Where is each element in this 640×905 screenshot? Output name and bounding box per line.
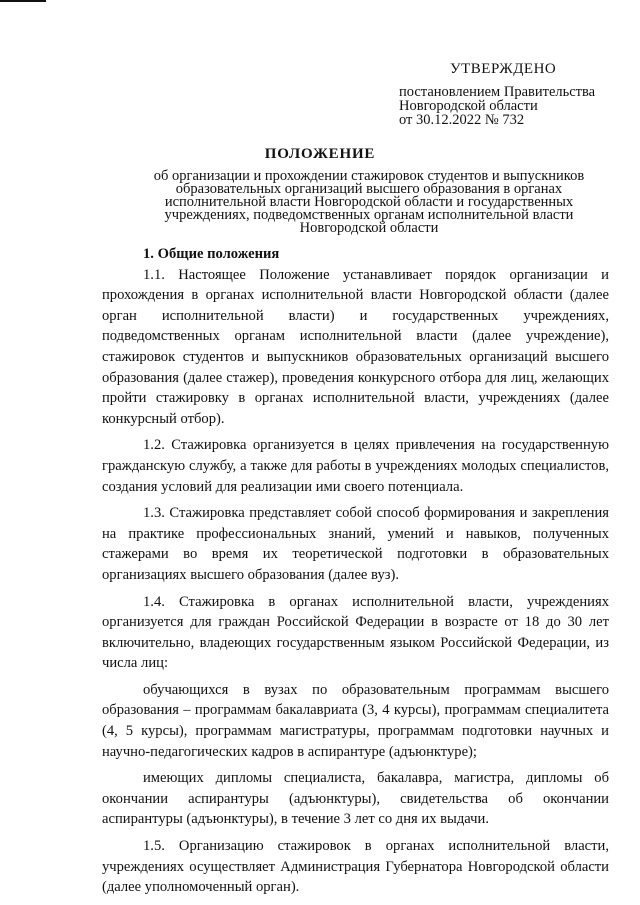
paragraph-1-3: 1.3. Стажировка представляет собой способ формирования и закрепления на практике профессиональных знаний, умений и навыков, полученных стажерами во время их теоретической подготовки в образовательных организациях высшего образования (далее вуз).	[102, 505, 609, 583]
subtitle-line: Новгородской области	[299, 220, 439, 236]
paragraph-list-item-graduates: имеющих дипломы специалиста, бакалавра, магистра, дипломы об окончании аспирантуры (адъюнктуры), свидетельства об окончании аспирантуры (адъюнктуры), в течение 3 лет со дня их выдачи.	[102, 770, 609, 828]
document-body	[102, 244, 609, 898]
subtitle-line: учреждениях, подведомственных органам исполнительной власти	[164, 207, 574, 223]
approval-line-3: от 30.12.2022 № 732	[399, 112, 525, 128]
approval-line-2: Новгородской области	[399, 98, 538, 114]
subtitle-line: исполнительной власти Новгородской области и государственных	[164, 194, 574, 210]
section-heading: 1. Общие положения	[143, 246, 280, 262]
approval-title: УТВЕРЖДЕНО	[450, 61, 557, 77]
paragraph-1-5: 1.5. Организацию стажировок в органах исполнительной власти, учреждениях осуществляет Администрация Губернатора Новгородской области (далее уполномоченный орган).	[102, 838, 609, 896]
document-title: ПОЛОЖЕНИЕ	[264, 146, 376, 162]
subtitle-line: об организации и прохождении стажировок студентов и выпускников	[153, 168, 585, 184]
paragraph-1-2: 1.2. Стажировка организуется в целях привлечения на государственную гражданскую службу, а также для работы в учреждениях молодых специалистов, создания условий для реализации ими своего потенциала.	[102, 437, 609, 495]
paragraph-list-item-students: обучающихся в вузах по образовательным программам высшего образования – программам бакалавриата (3, 4 курсы), программам специалитета (4, 5 курсы), программам магистратуры, программам подготовки научных и научно-педагогических кадров в аспирантуре (адъюнктуре);	[102, 681, 609, 760]
paragraph-1-4: 1.4. Стажировка в органах исполнительной власти, учреждениях организуется для граждан Российской Федерации в возрасте от 18 до 30 лет включительно, владеющих государственным языком Российской Федерации, из числа лиц:	[102, 593, 609, 672]
paragraph-1-1: 1.1. Настоящее Положение устанавливает порядок организации и прохождения в органах исполнительной власти Новгородской области (далее орган исполнительной власти) и государственных учреждениях, подведомственных органам исполнительной власти (далее учреждение), стажировок студентов и выпускников образовательных организаций высшего образования (далее стажер), проведения конкурсного отбора для лиц, желающих пройти стажировку в органах исполнительной власти, учреждениях (далее конкурсный отбор).	[102, 266, 609, 427]
corner-scan-mark	[0, 0, 46, 2]
approval-line-1: постановлением Правительства	[399, 84, 596, 100]
document-subtitle	[136, 170, 602, 235]
subtitle-line: образовательных организаций высшего образования в органах	[175, 181, 563, 197]
approval-stamp-block	[399, 62, 614, 127]
